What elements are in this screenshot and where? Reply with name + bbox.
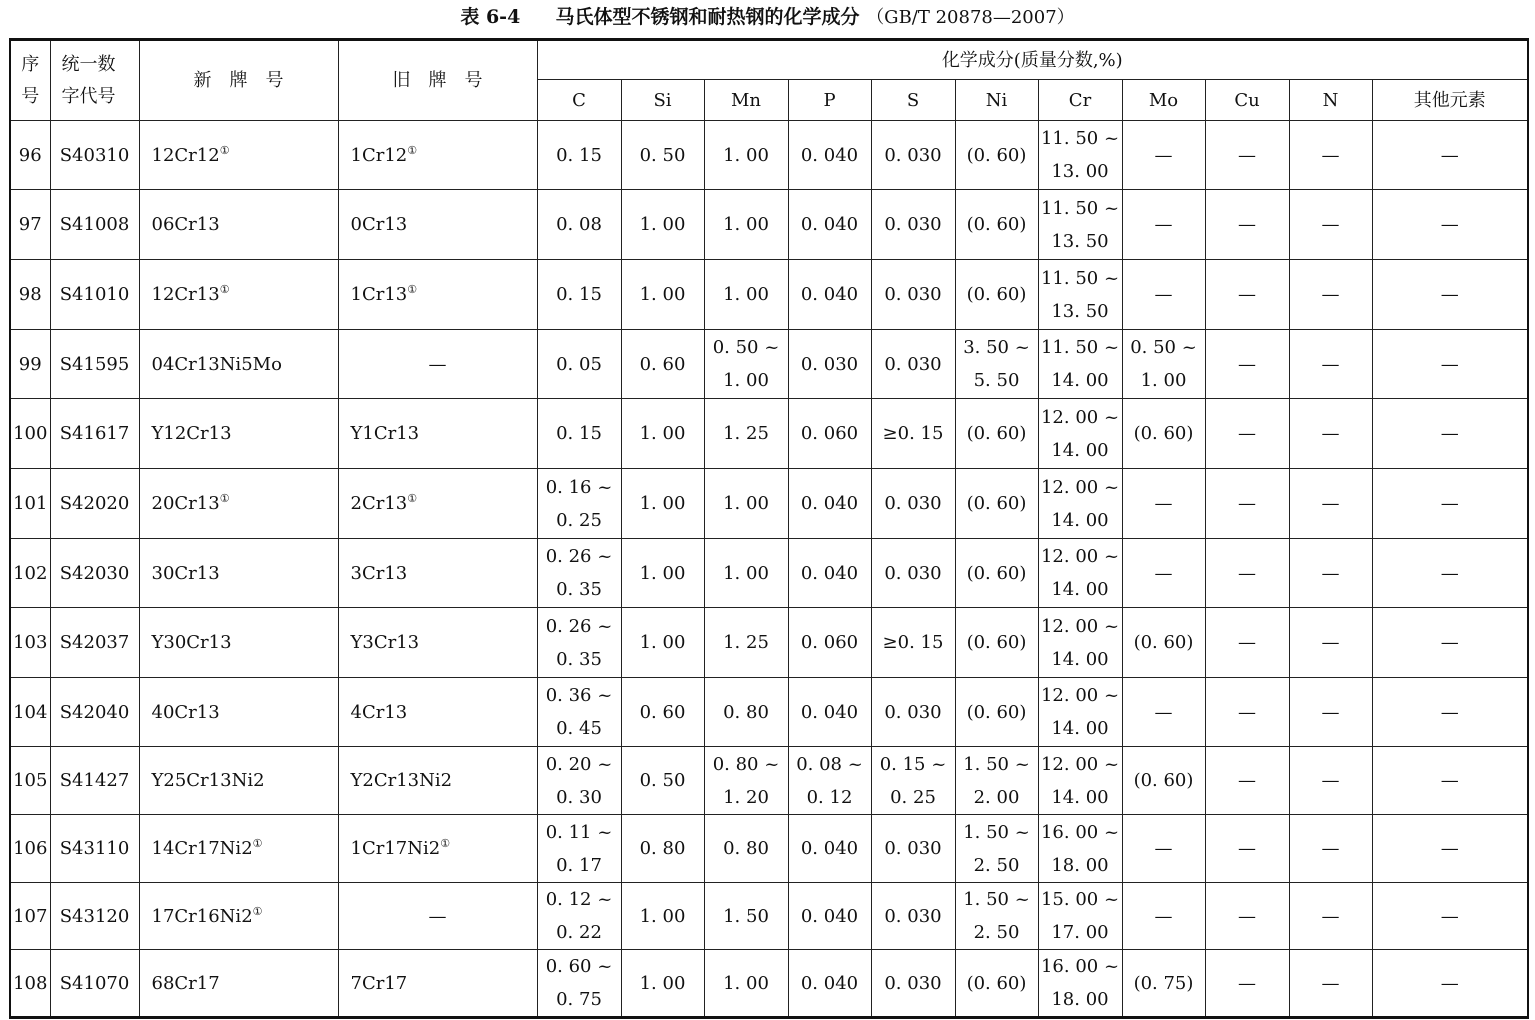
element-n-cell: —	[1289, 190, 1372, 260]
element-p-cell: 0. 040	[788, 260, 871, 330]
seq-cell: 104	[10, 678, 50, 747]
header-element: Cu	[1205, 80, 1289, 121]
element-mn-cell: 1. 25	[704, 399, 788, 469]
new-grade-cell	[139, 539, 338, 608]
element-s-cell: 0. 030	[871, 190, 955, 260]
old-grade-cell	[338, 399, 537, 469]
seq-cell: 106	[10, 815, 50, 883]
new-grade-cell-text: 12Cr13	[151, 284, 220, 305]
element-cr-cell: 12. 00 ~ 14. 00	[1038, 399, 1122, 469]
footnote-marker: ①	[407, 143, 418, 157]
element-cr-cell: 11. 50 ~ 13. 50	[1038, 260, 1122, 330]
element-ni-cell: 1. 50 ~ 2. 00	[955, 747, 1038, 815]
old-grade-cell	[338, 950, 537, 1018]
old-grade-cell-text: Y1Cr13	[350, 423, 420, 444]
element-cr-cell: 12. 00 ~ 14. 00	[1038, 539, 1122, 608]
table-row	[10, 883, 1528, 950]
element-si-cell: 1. 00	[621, 539, 704, 608]
element-mo-cell: —	[1122, 121, 1205, 190]
element-other-cell: —	[1372, 121, 1528, 190]
element-mo-cell: —	[1122, 190, 1205, 260]
element-c-cell: 0. 36 ~ 0. 45	[537, 678, 621, 747]
code-cell: S42037	[50, 608, 139, 678]
element-p-cell: 0. 08 ~ 0. 12	[788, 747, 871, 815]
table-label: 表 6-4	[460, 6, 521, 28]
element-p-cell: 0. 040	[788, 883, 871, 950]
old-grade-cell-text: 2Cr13	[350, 493, 408, 514]
element-c-cell: 0. 60 ~ 0. 75	[537, 950, 621, 1018]
element-n-cell: —	[1289, 950, 1372, 1018]
code-cell: S41070	[50, 950, 139, 1018]
element-c-cell: 0. 11 ~ 0. 17	[537, 815, 621, 883]
element-s-cell: 0. 030	[871, 469, 955, 539]
element-si-cell: 1. 00	[621, 260, 704, 330]
element-p-cell: 0. 040	[788, 469, 871, 539]
element-cu-cell: —	[1205, 469, 1289, 539]
table-row	[10, 950, 1528, 1018]
new-grade-cell	[139, 399, 338, 469]
element-mo-cell: (0. 60)	[1122, 747, 1205, 815]
header-element: 其他元素	[1372, 80, 1528, 121]
element-mn-cell: 1. 00	[704, 469, 788, 539]
element-cu-cell: —	[1205, 950, 1289, 1018]
header-element: Mn	[704, 80, 788, 121]
element-ni-cell: (0. 60)	[955, 190, 1038, 260]
element-s-cell: ≥0. 15	[871, 608, 955, 678]
footnote-marker: ①	[440, 837, 451, 850]
element-p-cell: 0. 030	[788, 330, 871, 399]
element-mn-cell: 0. 80 ~ 1. 20	[704, 747, 788, 815]
seq-cell: 105	[10, 747, 50, 815]
table-standard: （GB/T 20878—2007）	[866, 7, 1075, 28]
element-cu-cell: —	[1205, 539, 1289, 608]
code-cell: S43110	[50, 815, 139, 883]
element-s-cell: 0. 030	[871, 539, 955, 608]
new-grade-cell	[139, 815, 338, 883]
new-grade-cell-text: 06Cr13	[151, 214, 220, 235]
new-grade-cell	[139, 678, 338, 747]
footnote-marker: ①	[252, 904, 263, 918]
code-cell: S42030	[50, 539, 139, 608]
element-mo-cell: —	[1122, 260, 1205, 330]
element-ni-cell: (0. 60)	[955, 469, 1038, 539]
old-grade-cell-text: 3Cr13	[350, 562, 408, 584]
element-si-cell: 1. 00	[621, 608, 704, 678]
seq-cell: 103	[10, 608, 50, 678]
footnote-marker: ①	[407, 283, 418, 296]
element-other-cell: —	[1372, 330, 1528, 399]
element-other-cell: —	[1372, 399, 1528, 469]
table-row	[10, 539, 1528, 608]
element-cr-cell: 12. 00 ~ 14. 00	[1038, 747, 1122, 815]
element-s-cell: 0. 030	[871, 330, 955, 399]
element-cu-cell: —	[1205, 399, 1289, 469]
composition-table	[9, 38, 1529, 1019]
element-other-cell: —	[1372, 260, 1528, 330]
element-n-cell: —	[1289, 469, 1372, 539]
new-grade-cell	[139, 883, 338, 950]
element-other-cell: —	[1372, 815, 1528, 883]
footnote-marker: ①	[219, 143, 230, 157]
element-mn-cell: 1. 00	[704, 950, 788, 1018]
element-other-cell: —	[1372, 469, 1528, 539]
element-mn-cell: 1. 50	[704, 883, 788, 950]
code-cell: S42020	[50, 469, 139, 539]
header-code-label: 统一数字代号	[61, 53, 116, 107]
header-element: Ni	[955, 80, 1038, 121]
table-row	[10, 121, 1528, 190]
element-cu-cell: —	[1205, 608, 1289, 678]
element-n-cell: —	[1289, 330, 1372, 399]
element-mo-cell: —	[1122, 883, 1205, 950]
header-seq	[10, 40, 50, 121]
old-grade-cell	[338, 260, 537, 330]
element-si-cell: 1. 00	[621, 950, 704, 1018]
old-grade-cell	[338, 747, 537, 815]
element-cr-cell: 16. 00 ~ 18. 00	[1038, 950, 1122, 1018]
new-grade-cell	[139, 260, 338, 330]
element-s-cell: 0. 030	[871, 950, 955, 1018]
element-si-cell: 0. 60	[621, 678, 704, 747]
element-s-cell: 0. 030	[871, 678, 955, 747]
header-element: Mo	[1122, 80, 1205, 121]
old-grade-cell	[338, 678, 537, 747]
element-cr-cell: 12. 00 ~ 14. 00	[1038, 469, 1122, 539]
header-element: Cr	[1038, 80, 1122, 121]
element-p-cell: 0. 040	[788, 950, 871, 1018]
table-row	[10, 260, 1528, 330]
element-mn-cell: 0. 80	[704, 678, 788, 747]
element-cu-cell: —	[1205, 747, 1289, 815]
old-grade-cell	[338, 608, 537, 678]
old-grade-cell-text: 7Cr17	[350, 972, 408, 994]
element-s-cell: 0. 15 ~ 0. 25	[871, 747, 955, 815]
element-cr-cell: 12. 00 ~ 14. 00	[1038, 608, 1122, 678]
header-code	[50, 40, 139, 121]
element-mn-cell: 0. 50 ~ 1. 00	[704, 330, 788, 399]
old-grade-cell	[338, 190, 537, 260]
seq-cell: 102	[10, 539, 50, 608]
element-s-cell: 0. 030	[871, 815, 955, 883]
element-cr-cell: 16. 00 ~ 18. 00	[1038, 815, 1122, 883]
element-n-cell: —	[1289, 747, 1372, 815]
element-cu-cell: —	[1205, 815, 1289, 883]
old-grade-cell-text: 1Cr17Ni2	[350, 838, 441, 859]
element-si-cell: 0. 60	[621, 330, 704, 399]
table-row	[10, 330, 1528, 399]
element-cr-cell: 15. 00 ~ 17. 00	[1038, 883, 1122, 950]
element-other-cell: —	[1372, 678, 1528, 747]
code-cell: S41617	[50, 399, 139, 469]
new-grade-cell-text: 04Cr13Ni5Mo	[151, 353, 282, 375]
element-si-cell: 0. 50	[621, 747, 704, 815]
element-n-cell: —	[1289, 608, 1372, 678]
element-cu-cell: —	[1205, 190, 1289, 260]
code-cell: S41595	[50, 330, 139, 399]
element-ni-cell: 1. 50 ~ 2. 50	[955, 815, 1038, 883]
element-ni-cell: 1. 50 ~ 2. 50	[955, 883, 1038, 950]
table-row	[10, 399, 1528, 469]
footnote-marker: ①	[219, 492, 230, 505]
element-cr-cell: 12. 00 ~ 14. 00	[1038, 678, 1122, 747]
new-grade-cell	[139, 608, 338, 678]
new-grade-cell	[139, 950, 338, 1018]
element-mn-cell: 1. 25	[704, 608, 788, 678]
element-p-cell: 0. 040	[788, 190, 871, 260]
footnote-marker: ①	[252, 837, 263, 850]
element-s-cell: 0. 030	[871, 121, 955, 190]
element-ni-cell: (0. 60)	[955, 678, 1038, 747]
element-si-cell: 0. 80	[621, 815, 704, 883]
seq-cell: 107	[10, 883, 50, 950]
new-grade-cell-text: 17Cr16Ni2	[151, 905, 253, 927]
new-grade-cell-text: Y12Cr13	[151, 423, 232, 444]
old-grade-cell	[338, 539, 537, 608]
element-c-cell: 0. 26 ~ 0. 35	[537, 608, 621, 678]
old-grade-cell-text: Y3Cr13	[350, 632, 420, 653]
element-mo-cell: (0. 60)	[1122, 608, 1205, 678]
element-ni-cell: (0. 60)	[955, 608, 1038, 678]
element-n-cell: —	[1289, 121, 1372, 190]
element-s-cell: 0. 030	[871, 260, 955, 330]
element-p-cell: 0. 060	[788, 399, 871, 469]
element-mo-cell: 0. 50 ~ 1. 00	[1122, 330, 1205, 399]
new-grade-cell-text: 30Cr13	[151, 562, 220, 584]
seq-cell: 108	[10, 950, 50, 1018]
header-new-grade: 新 牌 号	[139, 40, 338, 121]
old-grade-cell-text: 4Cr13	[350, 701, 408, 723]
code-cell: S41427	[50, 747, 139, 815]
header-element: S	[871, 80, 955, 121]
element-cu-cell: —	[1205, 678, 1289, 747]
element-c-cell: 0. 05	[537, 330, 621, 399]
element-c-cell: 0. 12 ~ 0. 22	[537, 883, 621, 950]
element-ni-cell: (0. 60)	[955, 399, 1038, 469]
table-row	[10, 678, 1528, 747]
table-row	[10, 747, 1528, 815]
table-row	[10, 190, 1528, 260]
element-n-cell: —	[1289, 539, 1372, 608]
new-grade-cell-text: Y30Cr13	[151, 632, 232, 653]
element-c-cell: 0. 15	[537, 399, 621, 469]
header-composition: 化学成分(质量分数,%)	[537, 40, 1528, 80]
table-title: 马氏体型不锈钢和耐热钢的化学成分	[555, 6, 860, 28]
element-p-cell: 0. 040	[788, 539, 871, 608]
new-grade-cell	[139, 469, 338, 539]
element-n-cell: —	[1289, 260, 1372, 330]
footnote-marker: ①	[407, 492, 418, 505]
new-grade-cell-text: 14Cr17Ni2	[151, 838, 253, 859]
element-ni-cell: (0. 60)	[955, 260, 1038, 330]
old-grade-cell	[338, 815, 537, 883]
seq-cell: 97	[10, 190, 50, 260]
element-c-cell: 0. 16 ~ 0. 25	[537, 469, 621, 539]
seq-cell: 96	[10, 121, 50, 190]
new-grade-cell-text: Y25Cr13Ni2	[151, 770, 265, 791]
element-other-cell: —	[1372, 190, 1528, 260]
code-cell: S41010	[50, 260, 139, 330]
element-c-cell: 0. 15	[537, 121, 621, 190]
element-cu-cell: —	[1205, 330, 1289, 399]
element-c-cell: 0. 15	[537, 260, 621, 330]
old-grade-cell-text: 1Cr12	[350, 144, 408, 166]
new-grade-cell	[139, 747, 338, 815]
element-si-cell: 1. 00	[621, 883, 704, 950]
element-mo-cell: —	[1122, 539, 1205, 608]
element-mo-cell: —	[1122, 678, 1205, 747]
footnote-marker: ①	[219, 283, 230, 296]
element-p-cell: 0. 040	[788, 121, 871, 190]
old-grade-cell-text: Y2Cr13Ni2	[350, 770, 453, 791]
element-si-cell: 1. 00	[621, 469, 704, 539]
element-ni-cell: (0. 60)	[955, 950, 1038, 1018]
seq-cell: 98	[10, 260, 50, 330]
element-cr-cell: 11. 50 ~ 14. 00	[1038, 330, 1122, 399]
header-element: N	[1289, 80, 1372, 121]
element-si-cell: 0. 50	[621, 121, 704, 190]
element-other-cell: —	[1372, 608, 1528, 678]
header-seq-label: 序号	[21, 53, 40, 107]
new-grade-cell	[139, 330, 338, 399]
seq-cell: 101	[10, 469, 50, 539]
element-c-cell: 0. 20 ~ 0. 30	[537, 747, 621, 815]
element-cu-cell: —	[1205, 260, 1289, 330]
new-grade-cell-text: 40Cr13	[151, 701, 220, 723]
old-grade-cell: —	[338, 883, 537, 950]
new-grade-cell	[139, 190, 338, 260]
code-cell: S43120	[50, 883, 139, 950]
element-ni-cell: 3. 50 ~ 5. 50	[955, 330, 1038, 399]
code-cell: S42040	[50, 678, 139, 747]
element-ni-cell: (0. 60)	[955, 539, 1038, 608]
element-s-cell: 0. 030	[871, 883, 955, 950]
element-other-cell: —	[1372, 747, 1528, 815]
element-n-cell: —	[1289, 883, 1372, 950]
new-grade-cell-text: 12Cr12	[151, 144, 220, 166]
element-cu-cell: —	[1205, 121, 1289, 190]
old-grade-cell: —	[338, 330, 537, 399]
header-element: C	[537, 80, 621, 121]
element-other-cell: —	[1372, 950, 1528, 1018]
element-mn-cell: 1. 00	[704, 260, 788, 330]
old-grade-cell	[338, 469, 537, 539]
element-mo-cell: (0. 60)	[1122, 399, 1205, 469]
header-element: P	[788, 80, 871, 121]
element-mn-cell: 1. 00	[704, 190, 788, 260]
element-mn-cell: 1. 00	[704, 539, 788, 608]
element-cr-cell: 11. 50 ~ 13. 50	[1038, 190, 1122, 260]
seq-cell: 99	[10, 330, 50, 399]
old-grade-cell-text: 1Cr13	[350, 284, 408, 305]
code-cell: S40310	[50, 121, 139, 190]
element-c-cell: 0. 08	[537, 190, 621, 260]
element-mo-cell: —	[1122, 469, 1205, 539]
element-ni-cell: (0. 60)	[955, 121, 1038, 190]
element-mo-cell: (0. 75)	[1122, 950, 1205, 1018]
seq-cell: 100	[10, 399, 50, 469]
element-mn-cell: 0. 80	[704, 815, 788, 883]
element-other-cell: —	[1372, 883, 1528, 950]
element-cr-cell: 11. 50 ~ 13. 00	[1038, 121, 1122, 190]
code-cell: S41008	[50, 190, 139, 260]
header-element: Si	[621, 80, 704, 121]
element-p-cell: 0. 060	[788, 608, 871, 678]
element-si-cell: 1. 00	[621, 190, 704, 260]
old-grade-cell	[338, 121, 537, 190]
element-mo-cell: —	[1122, 815, 1205, 883]
element-n-cell: —	[1289, 399, 1372, 469]
element-n-cell: —	[1289, 815, 1372, 883]
new-grade-cell-text: 68Cr17	[151, 972, 220, 994]
element-other-cell: —	[1372, 539, 1528, 608]
old-grade-cell-text: 0Cr13	[350, 214, 408, 235]
element-si-cell: 1. 00	[621, 399, 704, 469]
element-c-cell: 0. 26 ~ 0. 35	[537, 539, 621, 608]
new-grade-cell	[139, 121, 338, 190]
header-old-grade: 旧 牌 号	[338, 40, 537, 121]
element-n-cell: —	[1289, 678, 1372, 747]
element-mn-cell: 1. 00	[704, 121, 788, 190]
table-row	[10, 469, 1528, 539]
table-caption	[0, 0, 1535, 34]
new-grade-cell-text: 20Cr13	[151, 493, 220, 514]
element-s-cell: ≥0. 15	[871, 399, 955, 469]
element-p-cell: 0. 040	[788, 678, 871, 747]
table-row	[10, 608, 1528, 678]
element-cu-cell: —	[1205, 883, 1289, 950]
table-row	[10, 815, 1528, 883]
element-p-cell: 0. 040	[788, 815, 871, 883]
